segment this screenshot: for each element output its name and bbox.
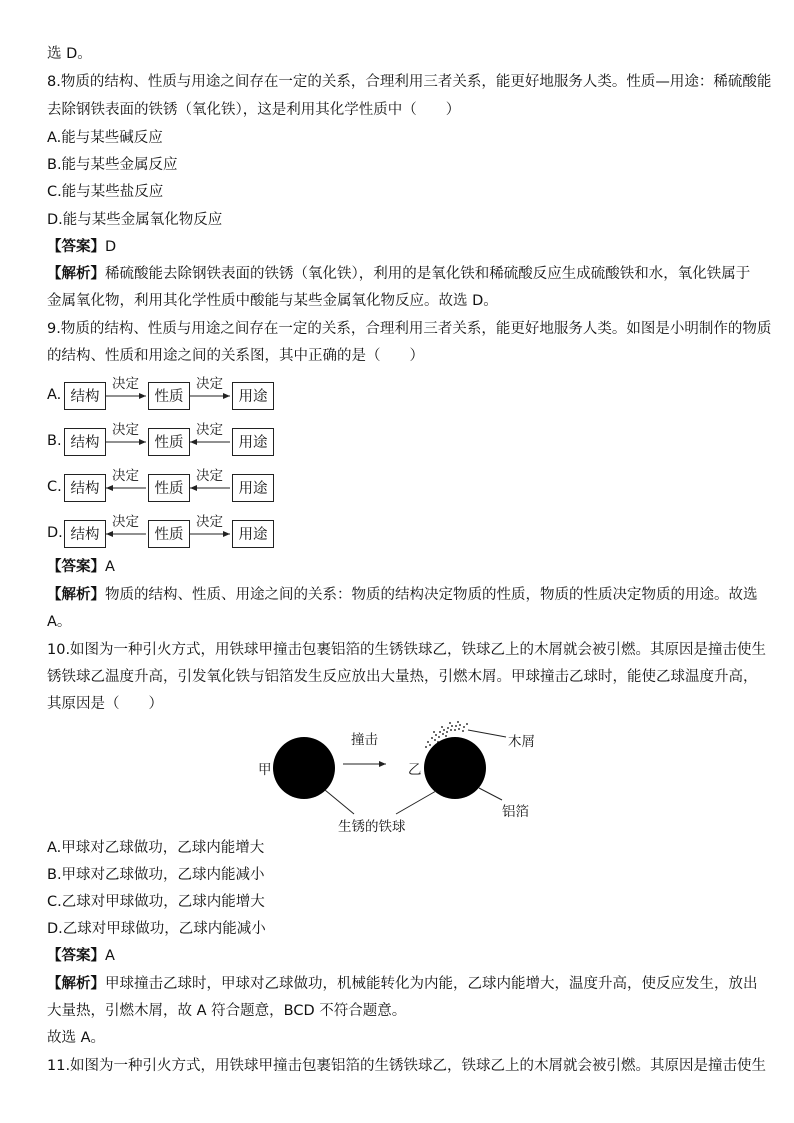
arrow-label: 决定 xyxy=(112,376,139,392)
arrow-label: 决定 xyxy=(196,514,223,530)
structure-box: 结构 xyxy=(64,382,106,410)
question-11-stem: 11.如图为一种引火方式，用铁球甲撞击包裹铝箔的生锈铁球乙，铁球乙上的木屑就会被引燃。其原因是撞击使生 xyxy=(47,1058,767,1074)
ball-b-shape xyxy=(424,737,486,799)
rusty-ball-label: 生锈的铁球 xyxy=(338,819,406,835)
structure-box: 结构 xyxy=(64,474,106,502)
question-9-stem: 9.物质的结构、性质与用途之间存在一定的关系，合理利用三者关系，能更好地服务人类。如图是小明制作的物质 xyxy=(47,321,772,337)
property-box: 性质 xyxy=(148,382,190,410)
use-box: 用途 xyxy=(232,474,274,502)
structure-box: 结构 xyxy=(64,428,106,456)
explanation-8 xyxy=(47,264,750,284)
arrows xyxy=(0,424,300,464)
q9-option-a-diagram xyxy=(0,378,794,418)
question-10-stem: 10.如图为一种引火方式，用铁球甲撞击包裹铝箔的生锈铁球乙，铁球乙上的木屑就会被引燃。其原因是撞击使生 xyxy=(47,642,767,658)
ball-a-shape xyxy=(273,737,335,799)
use-box: 用途 xyxy=(232,428,274,456)
property-box: 性质 xyxy=(148,428,190,456)
structure-box: 结构 xyxy=(64,520,106,548)
arrows xyxy=(0,470,300,510)
explanation-tag: 【解析】 xyxy=(47,266,105,282)
arrows xyxy=(0,516,300,556)
explanation-10 xyxy=(47,974,758,994)
explanation-10-cont: 大量热，引燃木屑，故 A 符合题意，BCD 不符合题意。 xyxy=(47,1003,407,1019)
option-a: A.能与某些碱反应 xyxy=(47,130,163,146)
wood-chips-label: 木屑 xyxy=(508,734,535,750)
impact-label: 撞击 xyxy=(351,732,378,748)
explanation-tag: 【解析】 xyxy=(47,587,105,603)
option-letter: D. xyxy=(47,525,63,541)
property-box: 性质 xyxy=(148,520,190,548)
option-letter: B. xyxy=(47,433,62,449)
explanation-8-cont: 金属氧化物，利用其化学性质中酸能与某些金属氧化物反应。故选 D。 xyxy=(47,293,498,309)
answer-9 xyxy=(47,557,115,577)
option-d: D.能与某些金属氧化物反应 xyxy=(47,212,223,228)
foil-label: 铝箔 xyxy=(502,804,529,820)
explanation-9-cont: A。 xyxy=(47,614,72,630)
use-box: 用途 xyxy=(232,520,274,548)
arrow-label: 决定 xyxy=(196,468,223,484)
arrow-label: 决定 xyxy=(112,468,139,484)
option-c: C.乙球对甲球做功，乙球内能增大 xyxy=(47,894,265,910)
question-8-stem-cont: 去除钢铁表面的铁锈（氧化铁），这是利用其化学性质中（ ） xyxy=(47,102,461,118)
ball-b-label: 乙 xyxy=(408,762,422,778)
answer-value: A xyxy=(105,948,115,964)
arrows xyxy=(0,378,300,418)
arrow-label: 决定 xyxy=(112,422,139,438)
question-10-stem-cont: 锈铁球乙温度升高，引发氧化铁与铝箔发生反应放出大量热，引燃木屑。甲球撞击乙球时，能使乙球温度升高， xyxy=(47,669,758,685)
option-b: B.甲球对乙球做功，乙球内能减小 xyxy=(47,867,265,883)
explanation-text: 稀硫酸能去除钢铁表面的铁锈（氧化铁），利用的是氧化铁和稀硫酸反应生成硫酸铁和水，氧化铁属于 xyxy=(105,266,751,282)
q9-option-c-diagram xyxy=(0,470,794,510)
explanation-tag: 【解析】 xyxy=(47,976,105,992)
answer-value: D xyxy=(105,239,117,255)
option-b: B.能与某些金属反应 xyxy=(47,157,178,173)
explanation-9 xyxy=(47,585,758,605)
option-d: D.乙球对甲球做功，乙球内能减小 xyxy=(47,921,266,937)
question-8-stem: 8.物质的结构、性质与用途之间存在一定的关系，合理利用三者关系，能更好地服务人类。性质—用途：稀硫酸能 xyxy=(47,74,772,90)
arrow-label: 决定 xyxy=(196,422,223,438)
q9-option-d-diagram xyxy=(0,516,794,556)
q9-option-b-diagram xyxy=(0,424,794,464)
answer-value: A xyxy=(105,559,115,575)
q10-figure xyxy=(240,720,550,835)
explanation-10-cont2: 故选 A。 xyxy=(47,1030,106,1046)
option-a: A.甲球对乙球做功，乙球内能增大 xyxy=(47,840,265,856)
property-box: 性质 xyxy=(148,474,190,502)
option-c: C.能与某些盐反应 xyxy=(47,184,164,200)
ball-a-label: 甲 xyxy=(258,762,272,778)
answer-10 xyxy=(47,946,115,966)
answer-8 xyxy=(47,237,116,257)
question-9-stem-cont: 的结构、性质和用途之间的关系图，其中正确的是（ ） xyxy=(47,348,424,364)
answer-tag: 【答案】 xyxy=(47,559,105,575)
option-letter: A. xyxy=(47,387,62,403)
use-box: 用途 xyxy=(232,382,274,410)
explanation-text: 物质的结构、性质、用途之间的关系：物质的结构决定物质的性质，物质的性质决定物质的用途。故选 xyxy=(105,587,758,603)
answer-tag: 【答案】 xyxy=(47,948,105,964)
answer-tag: 【答案】 xyxy=(47,239,105,255)
explanation-text: 甲球撞击乙球时，甲球对乙球做功，机械能转化为内能，乙球内能增大，温度升高，使反应发生，放出 xyxy=(105,976,758,992)
option-letter: C. xyxy=(47,479,62,495)
arrow-label: 决定 xyxy=(196,376,223,392)
text-line: 选 D。 xyxy=(47,46,92,62)
question-10-stem-cont2: 其原因是（ ） xyxy=(47,696,163,712)
arrow-label: 决定 xyxy=(112,514,139,530)
